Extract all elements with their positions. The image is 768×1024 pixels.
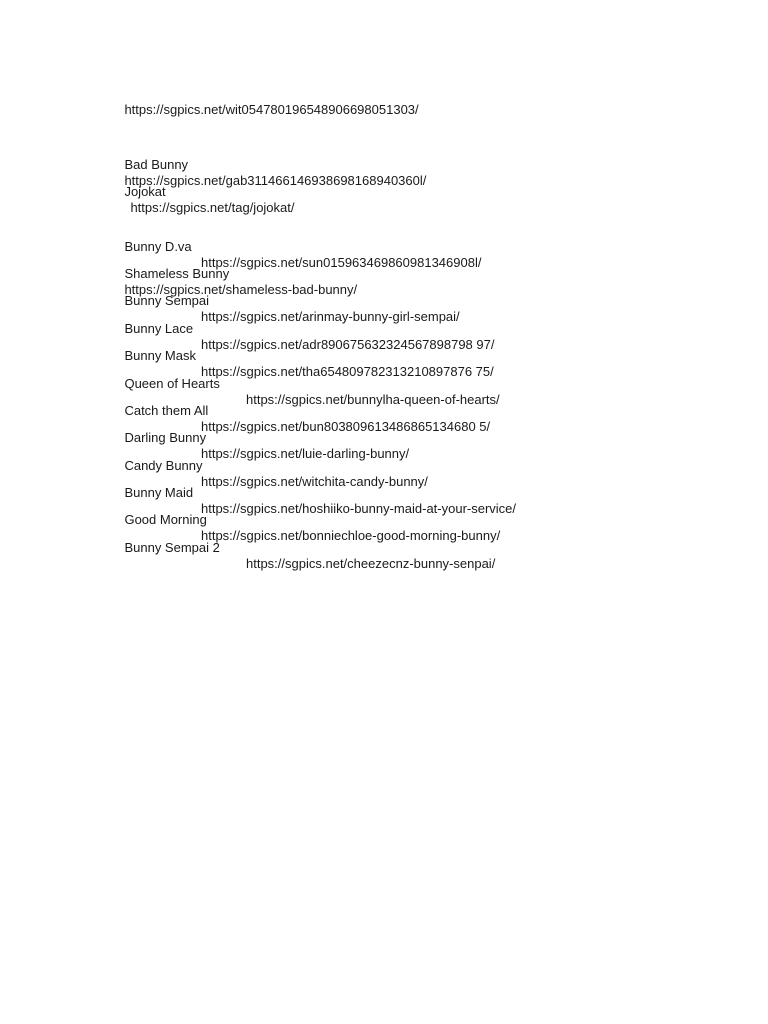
link-label: Catch them All — [124, 403, 209, 418]
link-url[interactable]: https://sgpics.net/cheezecnz-bunny-senpai/ — [246, 556, 496, 571]
link-url[interactable]: https://sgpics.net/tag/jojokat/ — [130, 200, 295, 215]
link-label: Good Morning — [124, 512, 207, 527]
link-line — [110, 86, 419, 134]
link-label: Candy Bunny — [124, 458, 203, 473]
link-url[interactable]: https://sgpics.net/bun803809613486865134680 5/ — [201, 419, 491, 434]
link-url[interactable]: https://sgpics.net/arinmay-bunny-girl-sempai/ — [201, 309, 460, 324]
link-label: Jojokat — [124, 184, 166, 199]
link-url[interactable]: https://sgpics.net/bunnylha-queen-of-hearts/ — [246, 392, 500, 407]
link-url[interactable]: https://sgpics.net/shameless-bad-bunny/ — [124, 282, 358, 297]
link-url[interactable]: https://sgpics.net/tha654809782313210897876 75/ — [201, 364, 494, 379]
link-label: Bunny Maid — [124, 485, 194, 500]
link-url[interactable]: https://sgpics.net/sun015963469860981346908l/ — [201, 255, 482, 270]
link-label: Bunny D.va — [124, 239, 192, 254]
link-url[interactable]: https://sgpics.net/luie-darling-bunny/ — [201, 446, 410, 461]
link-url[interactable]: https://sgpics.net/bonniechloe-good-morning-bunny/ — [201, 528, 501, 543]
link-url[interactable]: https://sgpics.net/hoshiiko-bunny-maid-at-your-service/ — [201, 501, 517, 516]
link-label: Darling Bunny — [124, 430, 207, 445]
link-label: Shameless Bunny — [124, 266, 230, 281]
link-label: Bunny Mask — [124, 348, 196, 363]
link-label: Bunny Sempai 2 — [124, 540, 220, 555]
link-label: Bunny Sempai — [124, 293, 210, 308]
link-url[interactable]: https://sgpics.net/adr890675632324567898798 97/ — [201, 337, 495, 352]
link-url[interactable]: https://sgpics.net/witchita-candy-bunny/ — [201, 474, 428, 489]
link-label: Bad Bunny — [124, 157, 189, 172]
link-label: Queen of Hearts — [124, 376, 220, 391]
link-url[interactable]: https://sgpics.net/wit054780196548906698051303/ — [124, 102, 419, 117]
link-label: Bunny Lace — [124, 321, 194, 336]
link-url[interactable]: https://sgpics.net/gab311466146938698168940360l/ — [124, 173, 427, 188]
